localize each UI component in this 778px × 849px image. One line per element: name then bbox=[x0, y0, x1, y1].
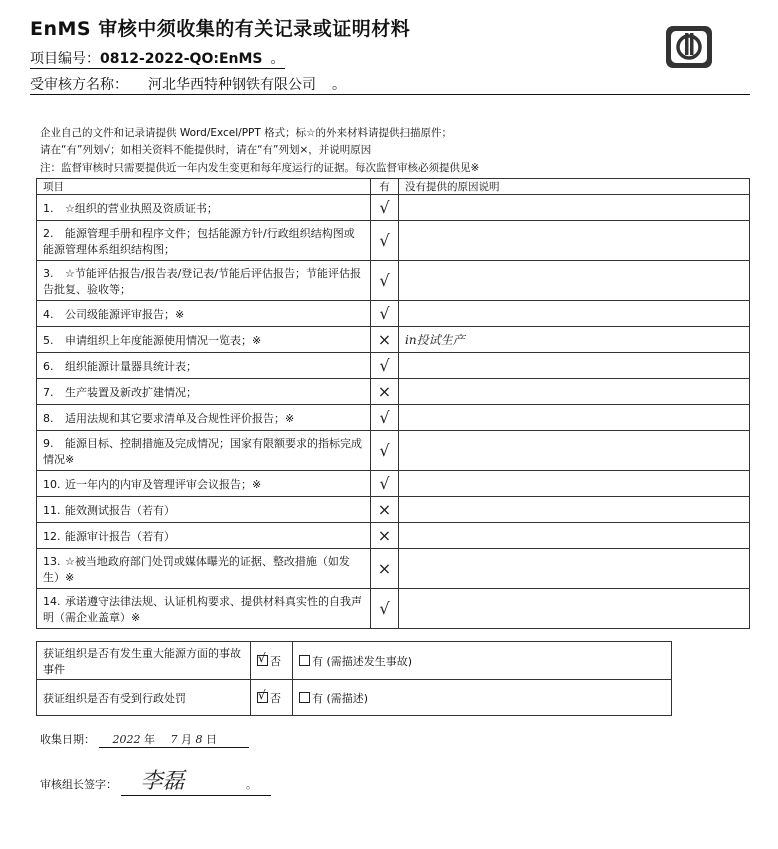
table-row bbox=[37, 301, 750, 327]
project-code: 0812-2022-QO:EnMS bbox=[100, 51, 263, 67]
item-text: 能效测试报告（若有） bbox=[65, 503, 175, 517]
client-label: 受审核方名称： bbox=[30, 77, 128, 93]
item-text: 能源管理手册和程序文件；包括能源方针/行政组织结构图或能源管理体系组织结构图； bbox=[43, 226, 355, 256]
item-cell bbox=[37, 497, 371, 523]
reason-cell bbox=[399, 589, 750, 629]
note-line-1: 企业自己的文件和记录请提供 Word/Excel/PPT 格式；标☆的外来材料请提供扫描原件； bbox=[40, 127, 453, 139]
item-number: 9. bbox=[43, 436, 54, 450]
reason-cell bbox=[399, 549, 750, 589]
auditor-signature: 李磊 bbox=[140, 769, 185, 794]
collection-date: 收集日期： 2022 年 7 月 8 日 bbox=[40, 731, 249, 748]
item-text: 能源审计报告（若有） bbox=[65, 529, 175, 543]
reason-cell bbox=[399, 523, 750, 549]
reason-cell bbox=[399, 327, 750, 353]
date-day: 8 bbox=[195, 733, 203, 746]
have-mark: × bbox=[371, 523, 399, 549]
date-month: 7 bbox=[170, 733, 178, 746]
item-number: 7. bbox=[43, 385, 54, 399]
page-title: EnMS 审核中须收集的有关记录或证明材料 bbox=[30, 18, 411, 40]
yes-option bbox=[293, 680, 672, 716]
client-suffix: 。 bbox=[332, 77, 354, 95]
reason-cell bbox=[399, 221, 750, 261]
item-text: 能源目标、控制措施及完成情况；国家有限额要求的指标完成情况※ bbox=[43, 436, 362, 466]
table-row bbox=[37, 195, 750, 221]
reason-cell bbox=[399, 471, 750, 497]
table-row bbox=[37, 471, 750, 497]
yes-checkbox-icon bbox=[299, 655, 310, 666]
have-mark: √ bbox=[371, 405, 399, 431]
table-row bbox=[37, 680, 672, 716]
reason-text: in投试生产 bbox=[405, 333, 465, 347]
item-text: 申请组织上年度能源使用情况一览表；※ bbox=[65, 333, 262, 347]
no-checkbox-icon bbox=[257, 650, 268, 666]
have-mark: √ bbox=[371, 431, 399, 471]
item-cell bbox=[37, 353, 371, 379]
project-suffix: 。 bbox=[263, 51, 285, 69]
col-item-header: 项目 bbox=[37, 179, 371, 195]
no-option bbox=[251, 642, 293, 680]
client-name: 河北华西特种钢铁有限公司 bbox=[128, 77, 332, 95]
table-row bbox=[37, 642, 672, 680]
signature-label: 审核组长签字： bbox=[40, 778, 117, 791]
table-row bbox=[37, 327, 750, 353]
event-question: 获证组织是否有发生重大能源方面的事故事件 bbox=[37, 642, 251, 680]
item-text: 公司级能源评审报告；※ bbox=[65, 307, 185, 321]
item-number: 1. bbox=[43, 201, 54, 215]
no-check-mark: √ bbox=[258, 650, 266, 665]
have-mark: √ bbox=[371, 195, 399, 221]
item-text: 承诺遵守法律法规、认证机构要求、提供材料真实性的自我声明（需企业盖章）※ bbox=[43, 594, 362, 624]
item-number: 2. bbox=[43, 226, 54, 240]
table-row bbox=[37, 353, 750, 379]
item-cell bbox=[37, 301, 371, 327]
item-text: ☆组织的营业执照及资质证书； bbox=[65, 201, 218, 215]
item-number: 14. bbox=[43, 594, 61, 608]
have-mark: × bbox=[371, 549, 399, 589]
yes-label: 有 (需描述) bbox=[312, 691, 369, 705]
table-row bbox=[37, 379, 750, 405]
reason-cell bbox=[399, 497, 750, 523]
date-label: 收集日期： bbox=[40, 733, 95, 746]
item-number: 3. bbox=[43, 266, 54, 280]
materials-table bbox=[36, 178, 750, 629]
incident-table bbox=[36, 641, 672, 716]
date-year: 2022 bbox=[112, 733, 141, 746]
col-have-header: 有 bbox=[371, 179, 399, 195]
certification-logo-icon bbox=[664, 24, 714, 70]
yes-option bbox=[293, 642, 672, 680]
item-cell bbox=[37, 471, 371, 497]
table-row bbox=[37, 221, 750, 261]
have-mark: √ bbox=[371, 589, 399, 629]
item-number: 13. bbox=[43, 554, 61, 568]
item-text: 生产装置及新改扩建情况； bbox=[65, 385, 197, 399]
item-number: 4. bbox=[43, 307, 54, 321]
project-number-line bbox=[30, 48, 285, 68]
reason-cell bbox=[399, 379, 750, 405]
item-number: 6. bbox=[43, 359, 54, 373]
table-row bbox=[37, 523, 750, 549]
item-cell bbox=[37, 589, 371, 629]
reason-cell bbox=[399, 195, 750, 221]
have-mark: √ bbox=[371, 261, 399, 301]
item-text: ☆被当地政府部门处罚或媒体曝光的证据、整改措施（如发生）※ bbox=[43, 554, 350, 584]
table-row bbox=[37, 431, 750, 471]
header-divider bbox=[30, 94, 750, 95]
reason-cell bbox=[399, 431, 750, 471]
table-row bbox=[37, 261, 750, 301]
client-name-line bbox=[30, 74, 354, 94]
item-number: 5. bbox=[43, 333, 54, 347]
have-mark: × bbox=[371, 327, 399, 353]
yes-label: 有 (需描述发生事故) bbox=[312, 654, 413, 668]
item-text: 适用法规和其它要求清单及合规性评价报告；※ bbox=[65, 411, 295, 425]
cross-mark-sample: × bbox=[299, 144, 309, 156]
item-cell bbox=[37, 221, 371, 261]
reason-cell bbox=[399, 261, 750, 301]
note-line-3: 注：监督审核时只需要提供近一年内发生变更和每年度运行的证据。每次监督审核必须提供见※ bbox=[40, 162, 480, 174]
reason-cell bbox=[399, 301, 750, 327]
have-mark: √ bbox=[371, 221, 399, 261]
table-row bbox=[37, 497, 750, 523]
item-text: 近一年内的内审及管理评审会议报告；※ bbox=[65, 477, 262, 491]
item-cell bbox=[37, 431, 371, 471]
item-number: 12. bbox=[43, 529, 61, 543]
no-label: 否 bbox=[270, 691, 281, 705]
have-mark: √ bbox=[371, 471, 399, 497]
item-text: ☆节能评估报告/报告表/登记表/节能后评估报告；节能评估报告批复、验收等； bbox=[43, 266, 361, 296]
no-label: 否 bbox=[270, 654, 281, 668]
item-cell bbox=[37, 261, 371, 301]
have-mark: √ bbox=[371, 301, 399, 327]
item-cell bbox=[37, 195, 371, 221]
table-row bbox=[37, 589, 750, 629]
item-number: 11. bbox=[43, 503, 61, 517]
have-mark: √ bbox=[371, 353, 399, 379]
table-row bbox=[37, 549, 750, 589]
col-reason-header: 没有提供的原因说明 bbox=[399, 179, 750, 195]
have-mark: × bbox=[371, 379, 399, 405]
item-cell bbox=[37, 523, 371, 549]
table-row bbox=[37, 405, 750, 431]
item-number: 10. bbox=[43, 477, 61, 491]
item-cell bbox=[37, 549, 371, 589]
no-option bbox=[251, 680, 293, 716]
reason-cell bbox=[399, 353, 750, 379]
note-line-2: 请在“有”列划√；如相关资料不能提供时，请在“有”列划×，并说明原因 bbox=[40, 144, 372, 156]
yes-checkbox-icon bbox=[299, 692, 310, 703]
item-cell bbox=[37, 327, 371, 353]
project-label: 项目编号： bbox=[30, 51, 100, 67]
event-question: 获证组织是否有受到行政处罚 bbox=[37, 680, 251, 716]
item-cell bbox=[37, 405, 371, 431]
check-mark-sample: √ bbox=[103, 144, 111, 156]
signature-row: 审核组长签字： 李磊 。 bbox=[40, 764, 271, 796]
no-check-mark: √ bbox=[258, 687, 266, 702]
reason-cell bbox=[399, 405, 750, 431]
have-mark: × bbox=[371, 497, 399, 523]
item-number: 8. bbox=[43, 411, 54, 425]
item-text: 组织能源计量器具统计表； bbox=[65, 359, 197, 373]
item-cell bbox=[37, 379, 371, 405]
no-checkbox-icon bbox=[257, 687, 268, 703]
